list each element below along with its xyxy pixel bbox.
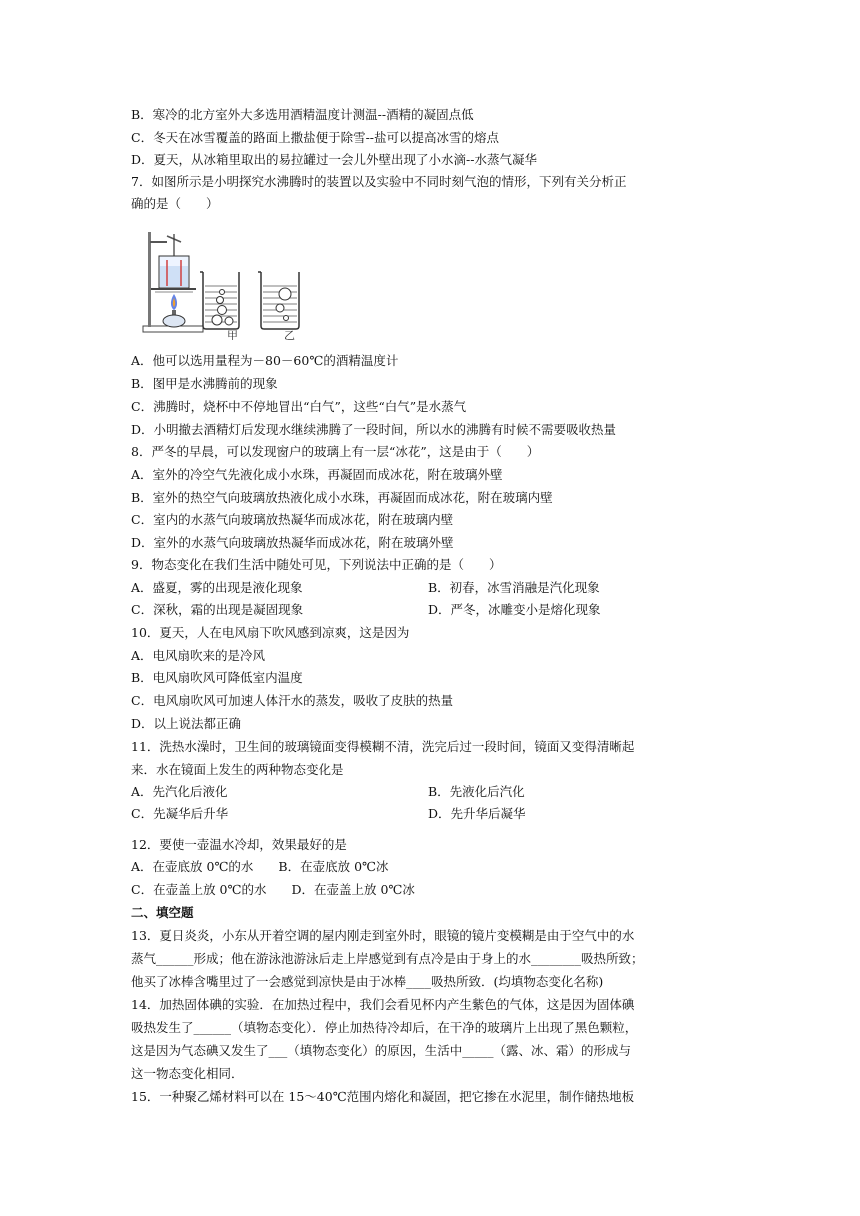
- q7-stem-cont: 确的是（ ）: [131, 196, 219, 211]
- q8-option-b: B．室外的热空气向玻璃放热液化成小水珠，再凝固而成冰花，附在玻璃内壁: [131, 490, 553, 505]
- q7-stem: 7．如图所示是小明探究水沸腾时的装置以及实验中不同时刻气泡的情形，下列有关分析正: [131, 174, 627, 189]
- q7-option-c: C．沸腾时，烧杯中不停地冒出“白气”，这些“白气”是水蒸气: [131, 399, 467, 414]
- q10-option-a: A．电风扇吹来的是冷风: [131, 648, 266, 663]
- q8-option-c: C．室内的水蒸气向玻璃放热凝华而成冰花，附在玻璃内壁: [131, 512, 454, 527]
- q10-stem: 10．夏天，人在电风扇下吹风感到凉爽，这是因为: [131, 625, 410, 640]
- figure-label-jia: 甲: [227, 329, 238, 340]
- q14-stem: 14．加热固体碘的实验．在加热过程中，我们会看见杯内产生紫色的气体，这是因为固体碘: [131, 997, 635, 1012]
- q9-option-c: C．深秋，霜的出现是凝固现象: [131, 602, 304, 617]
- q12-options-cd: C．在壶盖上放 0℃的水 D．在壶盖上放 0℃冰: [131, 882, 415, 897]
- q11-option-b: B．先液化后汽化: [428, 784, 525, 799]
- q14-stem-cont-3: 这一物态变化相同．: [131, 1066, 244, 1081]
- q10-option-b: B．电风扇吹风可降低室内温度: [131, 670, 303, 685]
- q8-option-d: D．室外的水蒸气向玻璃放热凝华而成冰花，附在玻璃外壁: [131, 535, 454, 550]
- q10-option-c: C．电风扇吹风可加速人体汗水的蒸发，吸收了皮肤的热量: [131, 693, 454, 708]
- q11-option-d: D．先升华后凝华: [428, 806, 526, 821]
- q12-options-ab: A．在壶底放 0℃的水 B．在壶底放 0℃冰: [131, 859, 389, 874]
- q14-stem-cont-1: 吸热发生了______（填物态变化）．停止加热待冷却后，在干净的玻璃片上出现了黑色颗粒，: [131, 1020, 638, 1035]
- q11-option-a: A．先汽化后液化: [131, 784, 228, 799]
- q6-option-d: D．夏天，从冰箱里取出的易拉罐过一会儿外壁出现了小水滴--水蒸气凝华: [131, 152, 537, 167]
- q13-stem-cont-1: 蒸气______形成；他在游泳池游泳后走上岸感觉到有点冷是由于身上的水________吸热所致；: [131, 951, 644, 966]
- q14-stem-cont-2: 这是因为气态碘又发生了___（填物态变化）的原因，生活中_____（露、冰、霜）的形成与: [131, 1043, 632, 1058]
- q9-stem: 9．物态变化在我们生活中随处可见，下列说法中正确的是（ ）: [131, 557, 502, 572]
- q12-stem: 12．要使一壶温水冷却，效果最好的是: [131, 837, 347, 852]
- q11-option-c: C．先凝华后升华: [131, 806, 229, 821]
- q6-option-c: C．冬天在冰雪覆盖的路面上撒盐便于除雪--盐可以提高冰雪的熔点: [131, 130, 500, 145]
- q9-option-b: B．初春，冰雪消融是汽化现象: [428, 580, 600, 595]
- section-heading-fill-blank: 二、填空题: [131, 905, 194, 920]
- q7-option-b: B．图甲是水沸腾前的现象: [131, 376, 278, 391]
- q10-option-d: D．以上说法都正确: [131, 716, 242, 731]
- q8-option-a: A．室外的冷空气先液化成小水珠，再凝固而成冰花，附在玻璃外壁: [131, 467, 503, 482]
- q9-option-d: D．严冬，冰雕变小是熔化现象: [428, 602, 601, 617]
- q13-stem-cont-2: 他买了冰棒含嘴里过了一会感觉到凉快是由于冰棒____吸热所致．(均填物态变化名称): [131, 974, 604, 989]
- boiling-experiment-figure: [141, 228, 325, 340]
- q13-stem: 13．夏日炎炎，小东从开着空调的屋内刚走到室外时，眼镜的镜片变模糊是由于空气中的水: [131, 928, 635, 943]
- q11-stem: 11．洗热水澡时，卫生间的玻璃镜面变得模糊不清，洗完后过一段时间，镜面又变得清晰起: [131, 739, 635, 754]
- q11-stem-cont: 来．水在镜面上发生的两种物态变化是: [131, 762, 344, 777]
- figure-label-yi: 乙: [284, 329, 295, 340]
- q8-stem: 8．严冬的早晨，可以发现窗户的玻璃上有一层“冰花”，这是由于（ ）: [131, 444, 540, 459]
- q9-option-a: A．盛夏，雾的出现是液化现象: [131, 580, 303, 595]
- q7-option-d: D．小明撤去酒精灯后发现水继续沸腾了一段时间，所以水的沸腾有时候不需要吸收热量: [131, 422, 617, 437]
- q6-option-b: B．寒冷的北方室外大多选用酒精温度计测温--酒精的凝固点低: [131, 107, 474, 122]
- q15-stem: 15．一种聚乙烯材料可以在 15～40℃范围内熔化和凝固，把它掺在水泥里，制作储热地板: [131, 1089, 635, 1104]
- q7-option-a: A．他可以选用量程为－80－60℃的酒精温度计: [131, 353, 399, 368]
